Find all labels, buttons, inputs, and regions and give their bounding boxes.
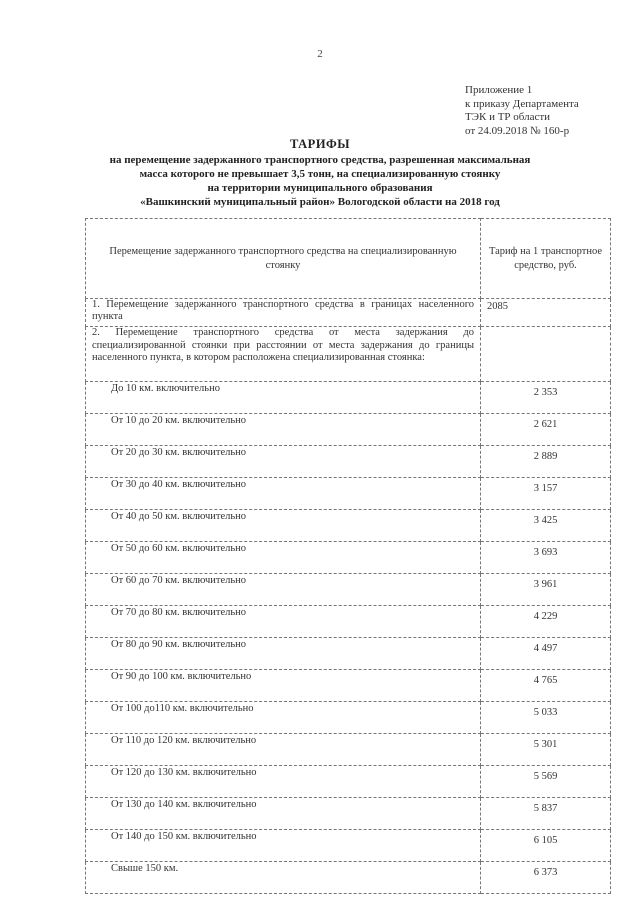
distance-band-label: От 130 до 140 км. включительно xyxy=(86,798,481,830)
distance-band-label: От 110 до 120 км. включительно xyxy=(86,734,481,766)
table-row xyxy=(86,446,611,478)
distance-band-price: 5 033 xyxy=(481,702,611,734)
appendix-line: к приказу Департамента xyxy=(465,97,579,110)
section-2-label: 2. Перемещение транспортного средства от места задержания до специализированной стоянки при расстоянии от места задержания до границы населенного пункта, в котором расположена специализированная стоянка: xyxy=(86,327,481,382)
distance-band-label: От 50 до 60 км. включительно xyxy=(86,542,481,574)
distance-band-label: От 120 до 130 км. включительно xyxy=(86,766,481,798)
distance-band-label: До 10 км. включительно xyxy=(86,382,481,414)
distance-band-price: 4 229 xyxy=(481,606,611,638)
table-row xyxy=(86,702,611,734)
document-subtitle-line: масса которого не превышает 3,5 тонн, на специализированную стоянку xyxy=(139,168,501,180)
document-title-block xyxy=(60,137,580,209)
document-subtitle-line: «Вашкинский муниципальный район» Вологодской области на 2018 год xyxy=(140,196,500,208)
appendix-line: ТЭК и ТР области xyxy=(465,111,551,123)
table-row xyxy=(86,382,611,414)
table-row xyxy=(86,734,611,766)
distance-band-label: От 70 до 80 км. включительно xyxy=(86,606,481,638)
distance-band-price: 5 301 xyxy=(481,734,611,766)
document-subtitle-line: на перемещение задержанного транспортного средства, разрешенная максимальная xyxy=(109,154,531,166)
appendix-reference xyxy=(465,84,625,138)
page-number: 2 xyxy=(317,48,323,60)
header-description: Перемещение задержанного транспортного средства на специализированную стоянку xyxy=(86,219,481,299)
distance-band-price: 2 889 xyxy=(481,446,611,478)
distance-band-price: 3 693 xyxy=(481,542,611,574)
distance-band-price: 3 961 xyxy=(481,574,611,606)
document-title: ТАРИФЫ xyxy=(289,137,351,151)
table-row xyxy=(86,542,611,574)
appendix-line: от 24.09.2018 № 160-р xyxy=(465,124,570,137)
table-row xyxy=(86,798,611,830)
appendix-line: Приложение 1 xyxy=(465,84,533,96)
header-price: Тариф на 1 транспортное средство, руб. xyxy=(481,219,611,299)
distance-band-price: 5 837 xyxy=(481,798,611,830)
distance-band-price: 4 765 xyxy=(481,670,611,702)
table-row xyxy=(86,606,611,638)
table-row xyxy=(86,414,611,446)
distance-band-price: 5 569 xyxy=(481,766,611,798)
distance-band-label: От 80 до 90 км. включительно xyxy=(86,638,481,670)
table-row xyxy=(86,510,611,542)
table-row xyxy=(86,574,611,606)
distance-band-label: От 90 до 100 км. включительно xyxy=(86,670,481,702)
document-subtitle-line: на территории муниципального образования xyxy=(207,182,433,194)
table-row xyxy=(86,862,611,894)
tariff-table xyxy=(85,218,611,894)
distance-band-label: От 100 до110 км. включительно xyxy=(86,702,481,734)
section-1-price: 2085 xyxy=(481,299,611,327)
distance-band-label: От 40 до 50 км. включительно xyxy=(86,510,481,542)
distance-band-label: От 30 до 40 км. включительно xyxy=(86,478,481,510)
distance-band-price: 3 157 xyxy=(481,478,611,510)
table-row xyxy=(86,766,611,798)
distance-band-label: От 20 до 30 км. включительно xyxy=(86,446,481,478)
table-row xyxy=(86,478,611,510)
section-1-row xyxy=(86,299,611,327)
section-2-row xyxy=(86,327,611,382)
distance-band-price: 4 497 xyxy=(481,638,611,670)
distance-band-price: 6 105 xyxy=(481,830,611,862)
table-row xyxy=(86,830,611,862)
distance-band-price: 2 353 xyxy=(481,382,611,414)
section-2-price-empty xyxy=(481,327,611,382)
distance-band-label: От 10 до 20 км. включительно xyxy=(86,414,481,446)
table-row xyxy=(86,638,611,670)
distance-band-label: От 140 до 150 км. включительно xyxy=(86,830,481,862)
section-1-label: 1. Перемещение задержанного транспортного средства в границах населенного пункта xyxy=(86,299,481,327)
distance-band-label: Свыше 150 км. xyxy=(86,862,481,894)
distance-band-price: 3 425 xyxy=(481,510,611,542)
distance-band-label: От 60 до 70 км. включительно xyxy=(86,574,481,606)
distance-band-price: 2 621 xyxy=(481,414,611,446)
table-row xyxy=(86,670,611,702)
table-header-row xyxy=(86,219,611,299)
distance-band-price: 6 373 xyxy=(481,862,611,894)
